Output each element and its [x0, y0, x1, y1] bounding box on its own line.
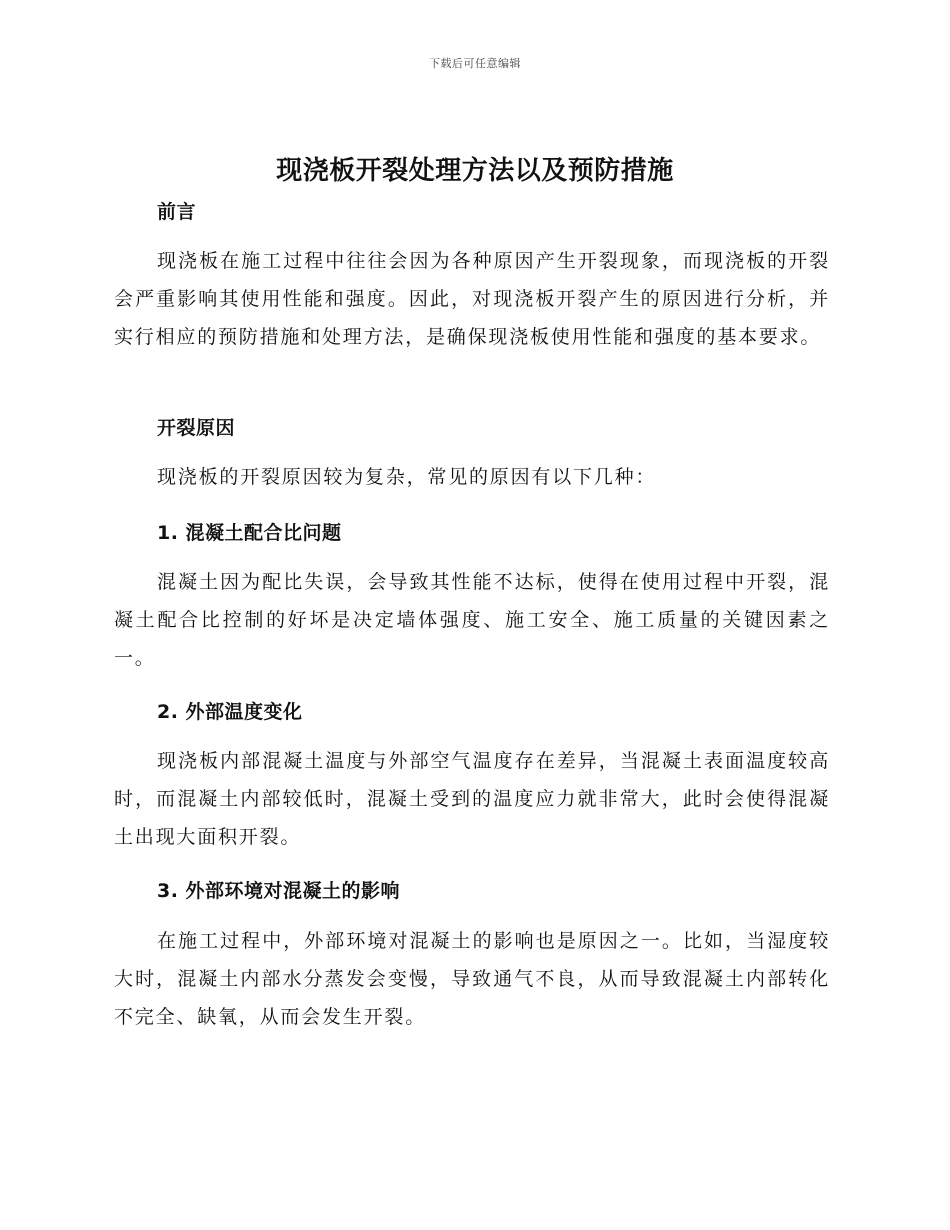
- section-heading-preface: 前言: [157, 201, 197, 223]
- header-note: 下载后可任意编辑: [429, 57, 521, 70]
- section-paragraph-cracking-causes: 现浇板的开裂原因较为复杂，常见的原因有以下几种：: [157, 466, 657, 488]
- section-heading-cracking-causes: 开裂原因: [157, 417, 236, 439]
- section-heading-temperature-change: 2. 外部温度变化: [157, 701, 303, 723]
- section-paragraph-temperature-change: 现浇板内部混凝土温度与外部空气温度存在差异，当混凝土表面温度较高时，而混凝土内部较低时，混凝土受到的温度应力就非常大，此时会使得混凝土出现大面积开裂。: [114, 750, 830, 848]
- document-title: 现浇板开裂处理方法以及预防措施: [276, 156, 674, 186]
- section-paragraph-mix-ratio: 混凝土因为配比失误，会导致其性能不达标，使得在使用过程中开裂，混凝土配合比控制的好坏是决定墙体强度、施工安全、施工质量的关键因素之一。: [114, 571, 830, 669]
- section-heading-environment: 3. 外部环境对混凝土的影响: [157, 880, 401, 902]
- section-heading-mix-ratio: 1. 混凝土配合比问题: [157, 522, 342, 544]
- section-paragraph-environment: 在施工过程中，外部环境对混凝土的影响也是原因之一。比如，当湿度较大时，混凝土内部水分蒸发会变慢，导致通气不良，从而导致混凝土内部转化不完全、缺氧，从而会发生开裂。: [114, 930, 830, 1028]
- section-paragraph-preface: 现浇板在施工过程中往往会因为各种原因产生开裂现象，而现浇板的开裂会严重影响其使用性能和强度。因此，对现浇板开裂产生的原因进行分析，并实行相应的预防措施和处理方法，是确保现浇板使用性能和强度的基本要求。: [114, 250, 830, 348]
